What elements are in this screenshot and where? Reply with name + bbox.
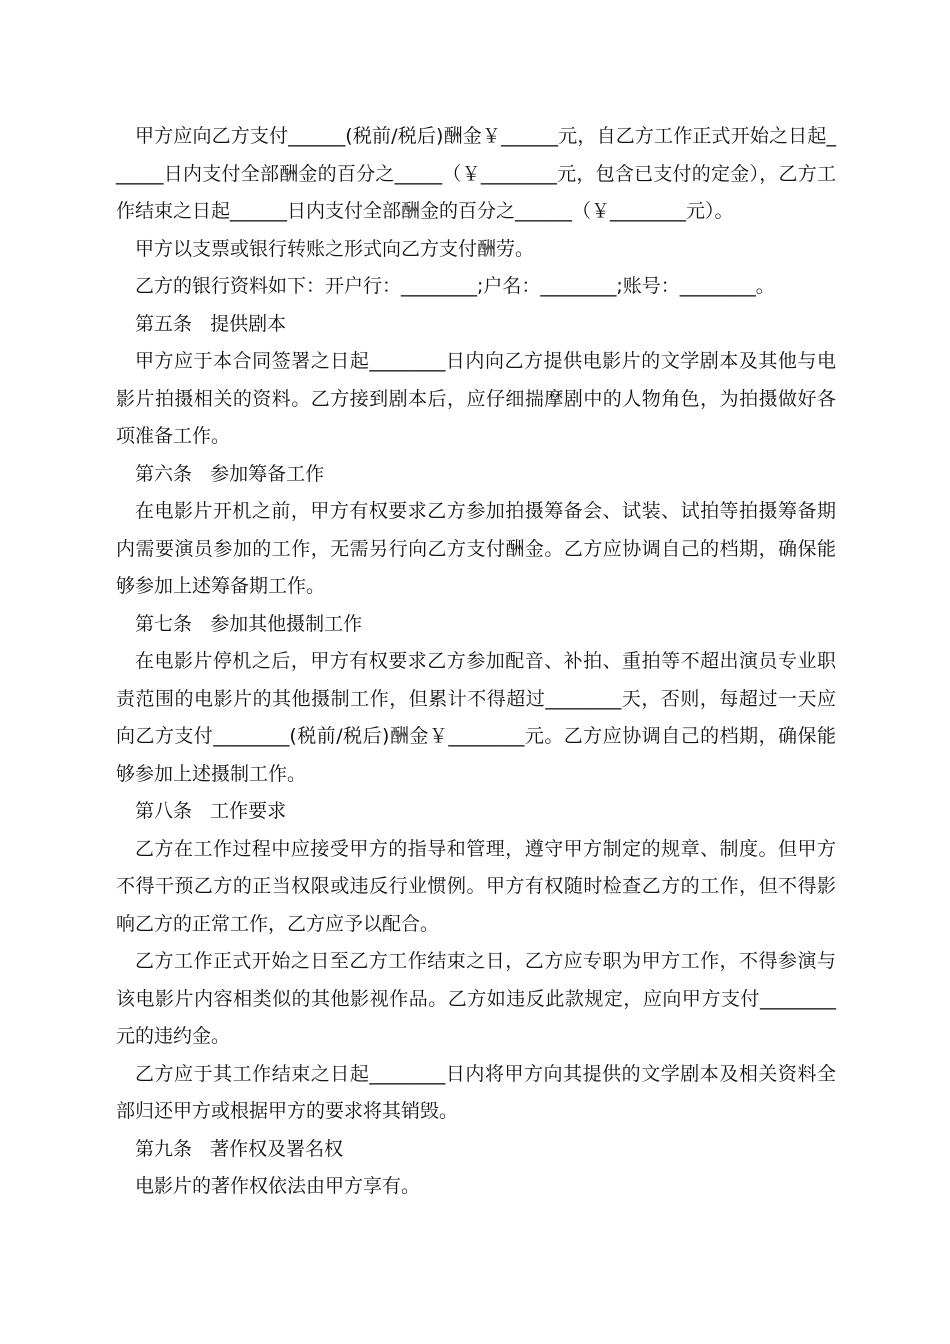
bank-info-paragraph: 乙方的银行资料如下：开户行：________;户名：________;账号：________。 xyxy=(135,275,775,297)
article-8-heading: 第八条 工作要求 xyxy=(135,800,287,822)
article-7-heading: 第七条 参加其他摄制工作 xyxy=(135,612,363,635)
article-5-heading: 第五条 提供剧本 xyxy=(135,312,287,335)
article-6-heading: 第六条 参加筹备工作 xyxy=(135,462,325,485)
document-page xyxy=(116,118,836,1206)
article-9-paragraph: 电影片的著作权依法由甲方享有。 xyxy=(135,1175,421,1197)
article-7-paragraph: 在电影片停机之后，甲方有权要求乙方参加配音、补拍、重拍等不超出演员专业职责范围的电影片的其他摄制工作，但累计不得超过________天，否则，每超过一天应向乙方支付________(税前/税后)酬金￥________元。乙方应协调自己的档期，确保能够参加上述摄制工作。 xyxy=(116,650,836,785)
article-9-heading: 第九条 著作权及署名权 xyxy=(135,1137,344,1160)
article-8-paragraph-1: 乙方在工作过程中应接受甲方的指导和管理，遵守甲方制定的规章、制度。但甲方不得干预乙方的正当权限或违反行业惯例。甲方有权随时检查乙方的工作，但不得影响乙方的正常工作，乙方应予以配合。 xyxy=(116,837,836,935)
article-8-paragraph-2: 乙方工作正式开始之日至乙方工作结束之日，乙方应专职为甲方工作，不得参演与该电影片内容相类似的其他影视作品。乙方如违反此款规定，应向甲方支付________元的违约金。 xyxy=(116,950,836,1047)
payment-terms-paragraph: 甲方应向乙方支付______(税前/税后)酬金￥______元，自乙方工作正式开始之日起______日内支付全部酬金的百分之_____（￥________元，包含已支付的定金），乙方工作结束之日起______日内支付全部酬金的百分之______（￥________元）。 xyxy=(116,125,836,222)
payment-method-paragraph: 甲方以支票或银行转账之形式向乙方支付酬劳。 xyxy=(135,237,535,260)
article-6-paragraph: 在电影片开机之前，甲方有权要求乙方参加拍摄筹备会、试装、试拍等拍摄筹备期内需要演员参加的工作，无需另行向乙方支付酬金。乙方应协调自己的档期，确保能够参加上述筹备期工作。 xyxy=(116,500,836,597)
article-5-paragraph: 甲方应于本合同签署之日起________日内向乙方提供电影片的文学剧本及其他与电影片拍摄相关的资料。乙方接到剧本后，应仔细揣摩剧中的人物角色，为拍摄做好各项准备工作。 xyxy=(116,350,836,447)
article-8-paragraph-3: 乙方应于其工作结束之日起________日内将甲方向其提供的文学剧本及相关资料全部归还甲方或根据甲方的要求将其销毁。 xyxy=(116,1062,836,1122)
